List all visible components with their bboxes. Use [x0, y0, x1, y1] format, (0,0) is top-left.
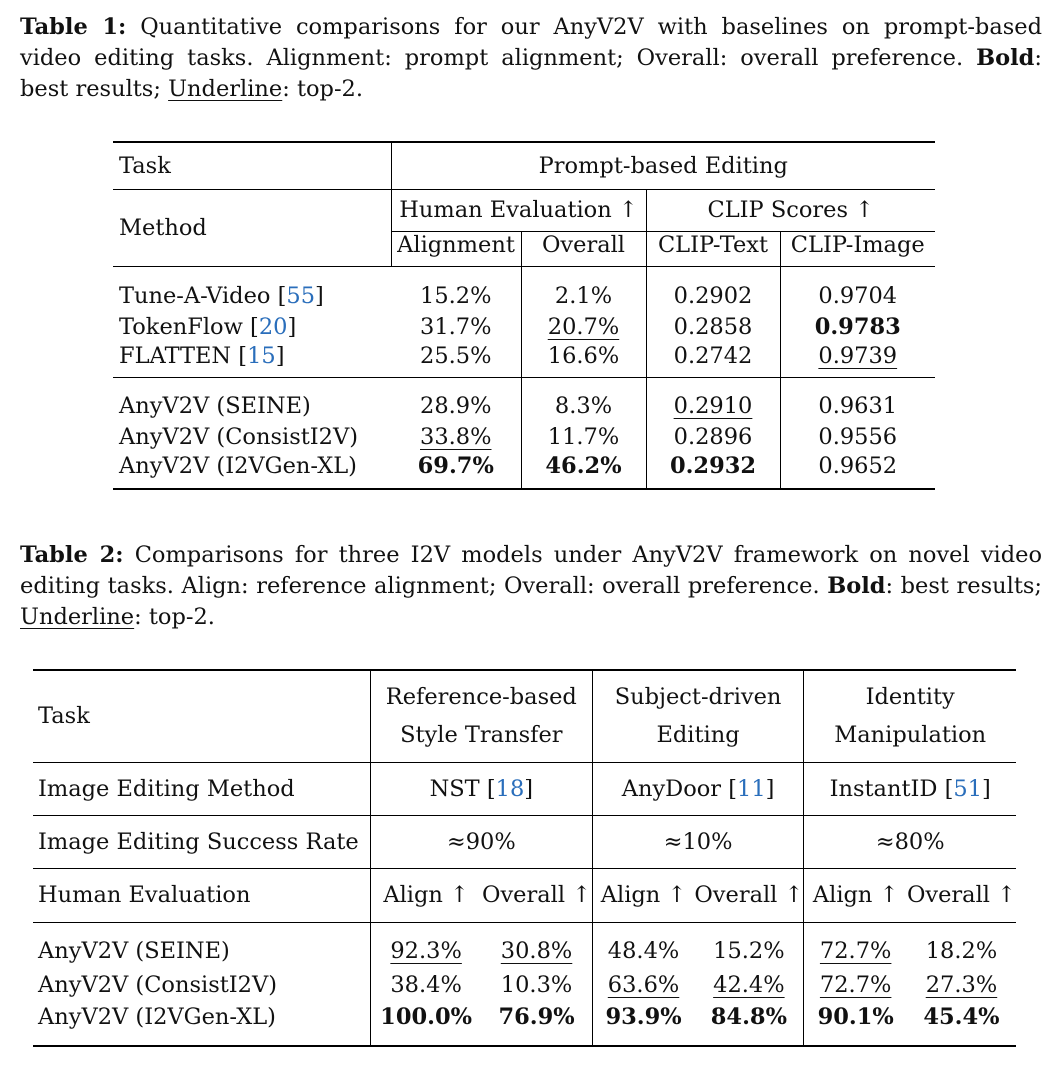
- table-cell: 11.7%: [521, 421, 646, 453]
- table2-col-align: Align ↑: [592, 868, 694, 922]
- table-cell: 33.8%: [391, 421, 521, 453]
- table2-method-nst: NST [18]: [370, 762, 592, 815]
- table2: [33, 669, 1016, 1047]
- table2-col-align: Align ↑: [804, 868, 907, 922]
- table-row: [113, 377, 935, 421]
- table2-success-nst: ≈90%: [370, 815, 592, 868]
- table2-col-overall: Overall ↑: [907, 868, 1016, 922]
- table2-success-label: Image Editing Success Rate: [33, 815, 370, 868]
- table1-row-name: AnyV2V (SEINE): [119, 393, 311, 419]
- table-cell: 0.2902: [646, 266, 780, 311]
- table-cell: 76.9%: [481, 1004, 592, 1046]
- table1: [113, 141, 935, 490]
- table2-col-overall: Overall ↑: [694, 868, 804, 922]
- table2-caption: [20, 540, 1042, 633]
- table1-row-name: AnyV2V (ConsistI2V): [119, 424, 359, 450]
- table1-task-value: Prompt-based Editing: [391, 142, 935, 189]
- table-cell: 63.6%: [592, 966, 694, 1004]
- table-cell: 2.1%: [521, 266, 646, 311]
- table-cell: 30.8%: [500, 938, 573, 964]
- table-row: [113, 343, 935, 377]
- table2-success-anydoor: ≈10%: [592, 815, 804, 868]
- table-cell: 72.7%: [804, 922, 907, 966]
- table1-col-alignment: Alignment: [391, 231, 521, 266]
- table1-caption-text-3: : top-2.: [282, 76, 364, 102]
- table-row: [113, 311, 935, 343]
- table1-caption-bold: Bold: [976, 45, 1035, 71]
- table2-col-align: Align ↑: [370, 868, 481, 922]
- table-cell: 84.8%: [694, 1004, 804, 1046]
- table-cell: 10.3%: [500, 972, 573, 998]
- table1-col-clip-image: CLIP-Image: [780, 231, 935, 266]
- table-cell: 45.4%: [907, 1004, 1016, 1046]
- table-cell: 0.9739: [780, 343, 935, 377]
- table2-task-identity: Identity Manipulation: [804, 670, 1016, 762]
- table-cell: 0.9652: [780, 453, 935, 489]
- table-row: [33, 922, 1016, 966]
- citation-link[interactable]: 11: [737, 775, 766, 802]
- table2-caption-text: Comparisons for three I2V models under AnyV2V framework on novel video editing tasks. Align: reference alignment; Overall: overall preference.: [20, 542, 1043, 599]
- table2-method-label: Image Editing Method: [33, 762, 370, 815]
- table-cell: 42.4%: [713, 972, 785, 998]
- table-cell: 38.4%: [370, 966, 481, 1004]
- table-row: [33, 966, 1016, 1004]
- table1-method-label: Method: [113, 189, 391, 266]
- table1-group-clip-scores: CLIP Scores ↑: [646, 189, 935, 231]
- table-row: [33, 1004, 1016, 1046]
- table-cell: 0.2932: [646, 453, 780, 489]
- table2-success-instantid: ≈80%: [804, 815, 1016, 868]
- table-cell: 16.6%: [521, 343, 646, 377]
- table-cell: 0.2896: [646, 421, 780, 453]
- table1-group-human-eval: Human Evaluation ↑: [391, 189, 646, 231]
- table-cell: 18.2%: [925, 938, 998, 964]
- table-cell: 72.7%: [804, 966, 907, 1004]
- table2-task-style-transfer: Reference-based Style Transfer: [370, 670, 592, 762]
- table1-row-name: AnyV2V (I2VGen-XL): [113, 453, 391, 489]
- table-row: [113, 266, 935, 311]
- citation-link[interactable]: 15: [247, 343, 276, 369]
- table1-row-name: FLATTEN [15]: [113, 343, 391, 377]
- citation-link[interactable]: 20: [258, 314, 288, 340]
- table2-method-anydoor: AnyDoor [11]: [592, 762, 804, 815]
- table2-caption-text-2: : best results;: [885, 573, 1042, 599]
- citation-link[interactable]: 51: [953, 775, 983, 802]
- table2-row-name: AnyV2V (SEINE): [38, 938, 230, 964]
- table1-caption-label: Table 1:: [20, 14, 127, 40]
- table-cell: 0.9783: [814, 314, 901, 340]
- table-cell: 100.0%: [370, 1004, 481, 1046]
- table1-row-name: Tune-A-Video [55]: [119, 283, 324, 309]
- table1-caption-text: Quantitative comparisons for our AnyV2V with baselines on prompt-based video editing tasks. Alignment: prompt alignment; Overall: overall preference.: [20, 14, 1043, 71]
- table-cell: 0.9556: [818, 424, 898, 450]
- table-cell: 25.5%: [391, 343, 521, 377]
- table2-caption-label: Table 2:: [20, 542, 124, 568]
- table2-human-eval-label: Human Evaluation: [33, 868, 370, 922]
- table1-col-overall: Overall: [521, 231, 646, 266]
- table2-row-name: AnyV2V (I2VGen-XL): [33, 1004, 370, 1046]
- table2-task-subject-driven: Subject-driven Editing: [592, 670, 804, 762]
- table-cell: 15.2%: [391, 266, 521, 311]
- citation-link[interactable]: 55: [286, 283, 316, 309]
- table1-caption: [20, 12, 1042, 105]
- table2-row-name: AnyV2V (ConsistI2V): [38, 972, 278, 998]
- table-cell: 0.9704: [818, 283, 898, 309]
- table-cell: 31.7%: [391, 311, 521, 343]
- table-cell: 46.2%: [521, 453, 646, 489]
- table-cell: 28.9%: [391, 377, 521, 421]
- table-cell: 0.2742: [646, 343, 780, 377]
- table2-col-overall: Overall ↑: [481, 868, 592, 922]
- table2-caption-underline: Underline: [20, 604, 135, 630]
- table-cell: 15.2%: [713, 938, 785, 964]
- table-cell: 93.9%: [592, 1004, 694, 1046]
- table1-caption-text-2: : best results;: [20, 45, 1042, 102]
- citation-link[interactable]: 18: [495, 775, 525, 802]
- table2-caption-bold: Bold: [827, 573, 886, 599]
- table1-task-label: Task: [113, 142, 391, 189]
- table-cell: 48.4%: [592, 922, 694, 966]
- table-cell: 0.2910: [646, 377, 780, 421]
- table-cell: 90.1%: [804, 1004, 907, 1046]
- table-cell: 20.7%: [521, 311, 646, 343]
- table-cell: 8.3%: [521, 377, 646, 421]
- table-cell: 69.7%: [391, 453, 521, 489]
- table1-row-name: TokenFlow [20]: [119, 314, 297, 340]
- table2-caption-text-3: : top-2.: [134, 604, 215, 630]
- table-cell: 92.3%: [370, 922, 481, 966]
- table-row: [113, 453, 935, 489]
- table1-col-clip-text: CLIP-Text: [646, 231, 780, 266]
- table-cell: 27.3%: [925, 972, 998, 998]
- table1-caption-underline: Underline: [168, 76, 283, 102]
- table-cell: 0.9631: [818, 393, 898, 419]
- table-row: [113, 421, 935, 453]
- table2-method-instantid: InstantID [51]: [804, 762, 1016, 815]
- table2-task-label: Task: [33, 670, 370, 762]
- table-cell: 0.2858: [646, 311, 780, 343]
